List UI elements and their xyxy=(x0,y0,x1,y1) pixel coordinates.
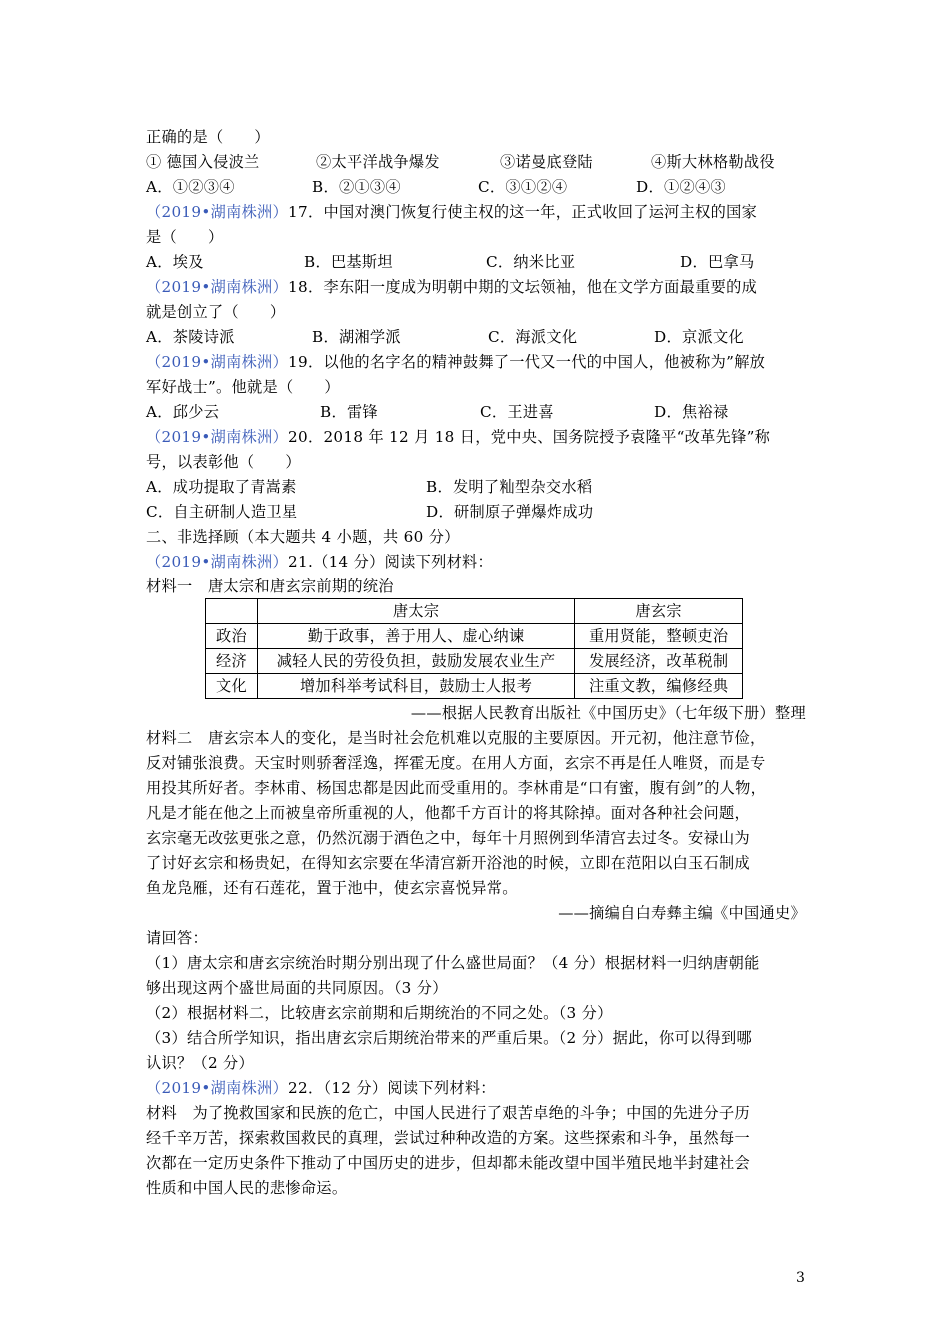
table-cell: 重用贤能，整顿吏治 xyxy=(575,624,743,649)
q21-comparison-table xyxy=(205,598,743,699)
q16-stem-end: 正确的是（ ） xyxy=(146,128,270,146)
q22-stem-text: 22．（12 分）阅读下列材料： xyxy=(288,1079,496,1097)
q16-option-d: D．①②④③ xyxy=(636,178,726,196)
table-header-cell: 唐玄宗 xyxy=(575,599,743,624)
q17-option-d: D．巴拿马 xyxy=(680,253,755,271)
q21-material2-line: 反对铺张浪费。天宝时则骄奢淫逸，挥霍无度。在用人方面，玄宗不再是任人唯贤，而是专 xyxy=(146,754,766,772)
q19-option-c: C．王进喜 xyxy=(480,403,554,421)
q19-option-a: A．邱少云 xyxy=(146,403,220,421)
section-2-heading: 二、非选择顾（本大题共 4 小题，共 60 分） xyxy=(146,528,460,546)
q17-stem-line1: 17．中国对澳门恢复行使主权的这一年，正式收回了运河主权的国家 xyxy=(288,203,758,221)
q18-option-a: A．茶陵诗派 xyxy=(146,328,235,346)
q20-stem xyxy=(146,426,770,448)
q19-stem xyxy=(146,351,765,373)
q22-material-line: 经千辛万苦，探索救国救民的真理，尝试过种种改造的方案。这些探索和斗争，虽然每一 xyxy=(146,1129,751,1147)
q20-option-a: A．成功提取了青嵩素 xyxy=(146,478,297,496)
table-cell: 注重文教，编修经典 xyxy=(575,674,743,699)
q17-stem xyxy=(146,201,757,223)
q17-option-b: B．巴基斯坦 xyxy=(304,253,393,271)
page-number: 3 xyxy=(796,1270,805,1286)
q21-material2-line: 鱼龙凫雁，还有石莲花，置于池中，使玄宗喜悦异常。 xyxy=(146,879,518,897)
q21-material2-line: 凡是才能在他之上而被皇帝所重视的人，他都千方百计的将其除掉。面对各种社会问题， xyxy=(146,804,751,822)
table-cell: 发展经济，改革税制 xyxy=(575,649,743,674)
table-header-cell xyxy=(206,599,258,624)
q16-item-4: ④斯大林格勒战役 xyxy=(651,153,775,171)
q21-sub1-line1: （1）唐太宗和唐玄宗统治时期分别出现了什么盛世局面？（4 分）根据材料一归纳唐朝能 xyxy=(146,954,760,972)
q18-option-b: B．湖湘学派 xyxy=(312,328,401,346)
q20-options-row2 xyxy=(146,501,826,523)
table-cell: 增加科举考试科目，鼓励士人报考 xyxy=(257,674,574,699)
q17-option-a: A．埃及 xyxy=(146,253,204,271)
q21-source: （2019•湖南株洲） xyxy=(146,553,289,571)
q21-sub1-line2: 够出现这两个盛世局面的共同原因。（3 分） xyxy=(146,979,448,997)
q21-material2-line: 材料二 唐玄宗本人的变化，是当时社会危机难以克服的主要原因。开元初，他注意节俭， xyxy=(146,729,766,747)
q21-sub3-line1: （3）结合所学知识，指出唐玄宗后期统治带来的严重后果。（2 分）据此，你可以得到哪 xyxy=(146,1029,752,1047)
q21-material2-line: 了讨好玄宗和杨贵妃，在得知玄宗要在华清宫新开浴池的时候，立即在范阳以白玉石制成 xyxy=(146,854,751,872)
q22-material-line: 性质和中国人民的悲惨命运。 xyxy=(146,1179,348,1197)
q16-item-1: ① 德国入侵波兰 xyxy=(146,153,260,171)
table-cell: 减轻人民的劳役负担，鼓励发展农业生产 xyxy=(257,649,574,674)
q21-material1-title: 材料一 唐太宗和唐玄宗前期的统治 xyxy=(146,577,394,595)
q21-material1-source: ——根据人民教育出版社《中国历史》（七年级下册）整理 xyxy=(410,704,806,722)
table-header-row xyxy=(206,599,743,624)
q18-stem xyxy=(146,276,757,298)
q22-material-line: 材料 为了挽救国家和民族的危亡，中国人民进行了艰苦卓绝的斗争；中国的先进分子历 xyxy=(146,1104,751,1122)
q21-stem xyxy=(146,551,493,573)
q16-option-b: B．②①③④ xyxy=(312,178,401,196)
table-cell: 勤于政事，善于用人、虚心纳谏 xyxy=(257,624,574,649)
q19-options xyxy=(146,401,826,423)
q20-stem-line2: 号，以表彰他（ ） xyxy=(146,453,301,471)
q19-stem-line2: 军好战士”。他就是（ ） xyxy=(146,378,340,396)
q16-item-3: ③诺曼底登陆 xyxy=(500,153,593,171)
q16-option-a: A．①②③④ xyxy=(146,178,235,196)
q16-option-c: C．③①②④ xyxy=(478,178,568,196)
q19-option-b: B．雷锋 xyxy=(320,403,378,421)
q21-sub3-line2: 认识？（2 分） xyxy=(146,1054,255,1072)
q18-option-d: D．京派文化 xyxy=(654,328,744,346)
q21-material2-line: 用投其所好者。李林甫、杨国忠都是因此而受重用的。李林甫是“口有蜜，腹有剑”的人物， xyxy=(146,779,767,797)
table-cell: 文化 xyxy=(206,674,258,699)
table-row xyxy=(206,624,743,649)
q17-option-c: C．纳米比亚 xyxy=(486,253,576,271)
q20-option-d: D．研制原子弹爆炸成功 xyxy=(426,503,594,521)
q16-options xyxy=(146,176,826,198)
q22-source: （2019•湖南株洲） xyxy=(146,1079,289,1097)
q16-item-2: ②太平洋战争爆发 xyxy=(316,153,440,171)
q17-options xyxy=(146,251,826,273)
table-cell: 政治 xyxy=(206,624,258,649)
q17-stem-line2: 是（ ） xyxy=(146,228,224,246)
q22-material-line: 次都在一定历史条件下推动了中国历史的进步，但却都未能改望中国半殖民地半封建社会 xyxy=(146,1154,751,1172)
table-cell: 经济 xyxy=(206,649,258,674)
q20-source: （2019•湖南株洲） xyxy=(146,428,289,446)
q19-option-d: D．焦裕禄 xyxy=(654,403,729,421)
table-row xyxy=(206,674,743,699)
q18-option-c: C．海派文化 xyxy=(488,328,578,346)
q21-material2-line: 玄宗毫无改弦更张之意，仍然沉溺于酒色之中，每年十月照例到华清宫去过冬。安禄山为 xyxy=(146,829,751,847)
table-header-cell: 唐太宗 xyxy=(257,599,574,624)
q18-stem-line1: 18．李东阳一度成为明朝中期的文坛领袖，他在文学方面最重要的成 xyxy=(288,278,758,296)
q16-items xyxy=(146,151,826,173)
q21-sub2: （2）根据材料二，比较唐玄宗前期和后期统治的不同之处。（3 分） xyxy=(146,1004,613,1022)
q20-options-row1 xyxy=(146,476,826,498)
q19-source: （2019•湖南株洲） xyxy=(146,353,289,371)
q18-options xyxy=(146,326,826,348)
q20-stem-line1: 20．2018 年 12 月 18 日，党中央、国务院授予袁隆平“改革先锋”称 xyxy=(288,428,771,446)
table-row xyxy=(206,649,743,674)
q18-source: （2019•湖南株洲） xyxy=(146,278,289,296)
q17-source: （2019•湖南株洲） xyxy=(146,203,289,221)
q21-stem-text: 21.（14 分）阅读下列材料： xyxy=(288,553,494,571)
q20-option-c: C．自主研制人造卫星 xyxy=(146,503,298,521)
q18-stem-line2: 就是创立了（ ） xyxy=(146,303,286,321)
q21-material2-source: ——摘编自白寿彝主编《中国通史》 xyxy=(558,904,806,922)
q20-option-b: B．发明了籼型杂交水稻 xyxy=(426,478,593,496)
q22-stem xyxy=(146,1077,496,1099)
q19-stem-line1: 19．以他的名字名的精神鼓舞了一代又一代的中国人，他被称为”解放 xyxy=(288,353,766,371)
q21-ask: 请回答： xyxy=(146,929,208,947)
